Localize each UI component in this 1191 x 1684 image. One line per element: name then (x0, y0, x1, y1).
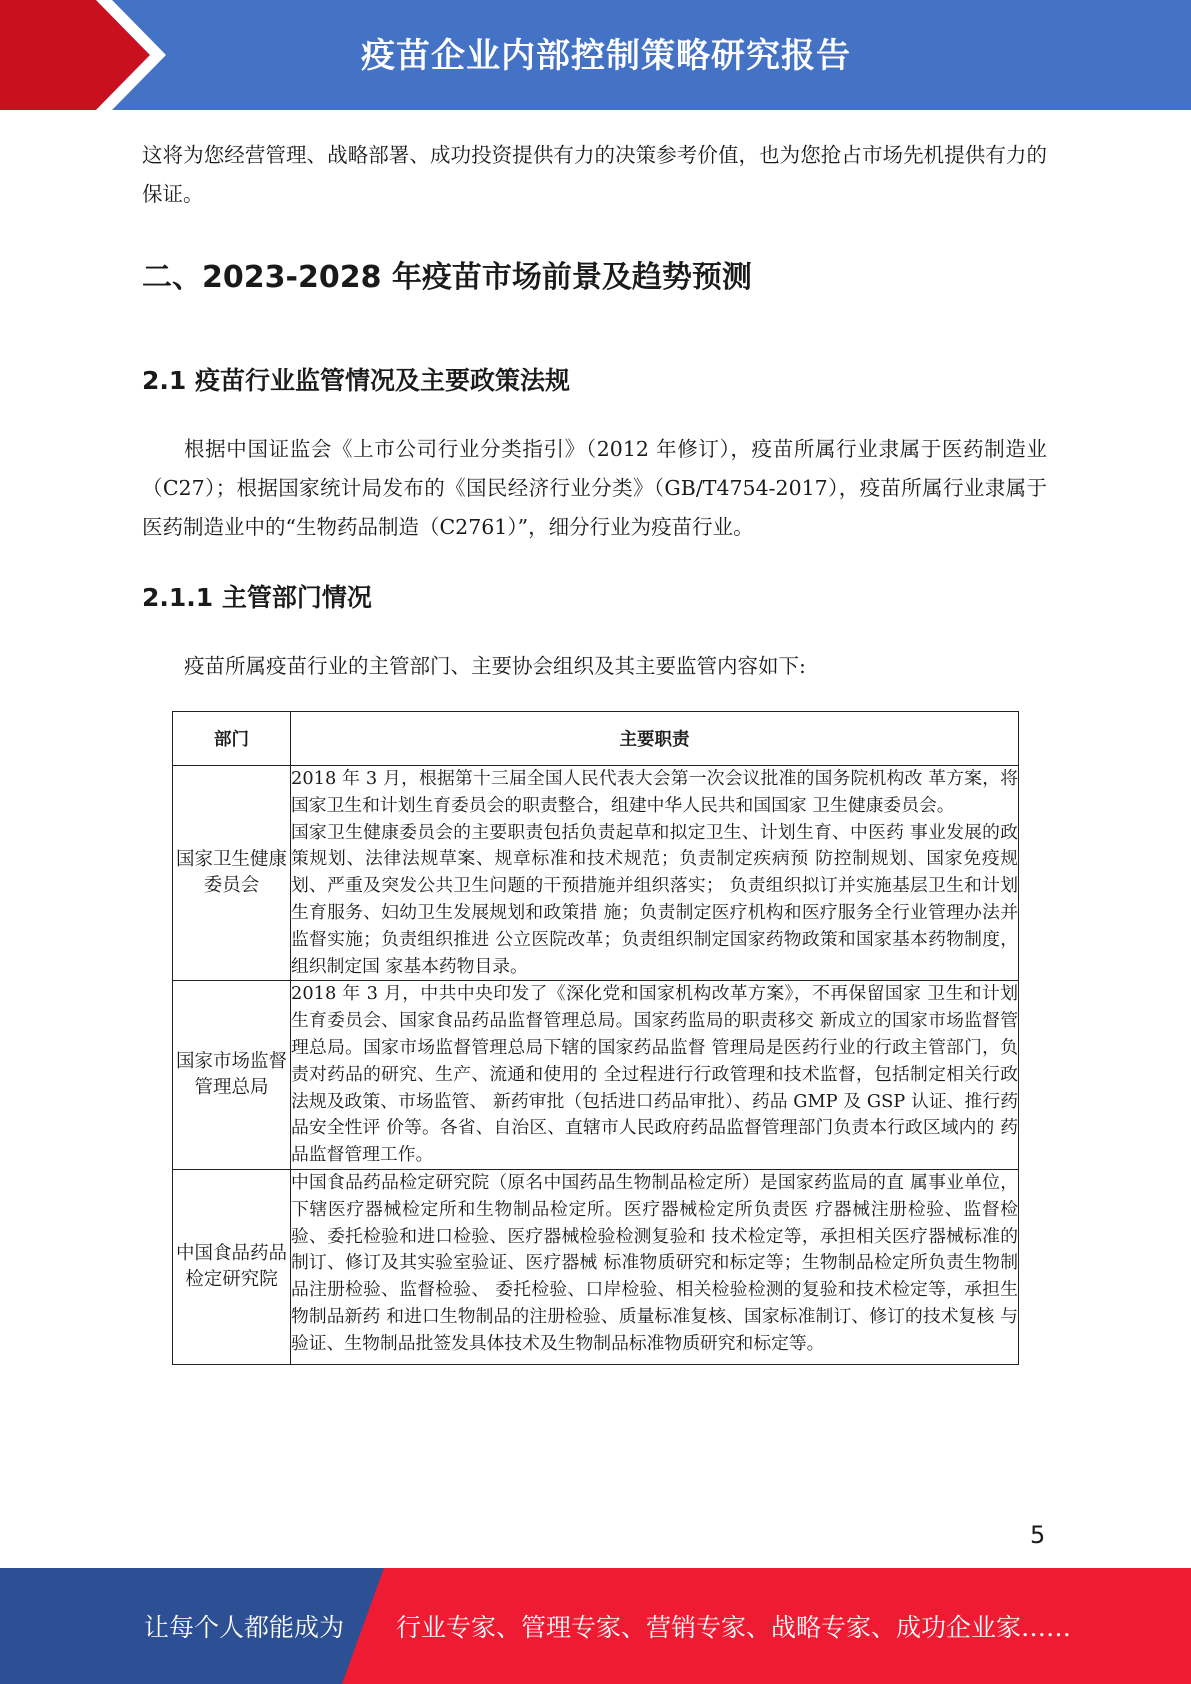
department-cell: 中国食品药品检定研究院 (173, 1169, 291, 1364)
table-row (173, 981, 1019, 1170)
duty-paragraph: 2018 年 3 月，中共中央印发了《深化党和国家机构改革方案》，不再保留国家 卫生和计划生育委员会、国家食品药品监督管理总局。国家药监局的职责移交 新成立的国家市场监督管理总局。国家市场监督管理总局下辖的国家药品监督 管理局是医药行业的行政主管部门，负责对药品的研究、生产、流通和使用的 全过程进行行政管理和技术监督，包括制定相关行政法规及政策、市场监管、 新药审批（包括进口药品审批）、药品 GMP 及 GSP 认证、推行药品安全性评 价等。各省、自治区、直辖市人民政府药品监督管理部门负责本行政区域内的 药品监督管理工作。 (291, 983, 1018, 1166)
subsection-paragraph: 根据中国证监会《上市公司行业分类指引》（2012 年修订），疫苗所属行业隶属于医药制造业（C27）；根据国家统计局发布的《国民经济行业分类》（GB/T4754-2017），疫苗所属行业隶属于医药制造业中的“生物药品制造（C2761）”，细分行业为疫苗行业。 (142, 437, 1047, 539)
page-number: 5 (1030, 1521, 1046, 1549)
column-header-department: 部门 (173, 712, 291, 766)
table-row (173, 1169, 1019, 1364)
department-cell: 国家卫生健康委员会 (173, 766, 291, 981)
duties-cell (291, 1169, 1019, 1364)
footer-slogan-right: 行业专家、管理专家、营销专家、战略专家、成功企业家…… (396, 1613, 1072, 1642)
table-intro-paragraph: 疫苗所属疫苗行业的主管部门、主要协会组织及其主要监管内容如下: (184, 654, 806, 678)
page-footer (0, 1568, 1191, 1684)
department-duties-table (172, 711, 1019, 1365)
page-header (0, 0, 1191, 110)
department-cell: 国家市场监督管理总局 (173, 981, 291, 1170)
duty-paragraph: 2018 年 3 月，根据第十三届全国人民代表大会第一次会议批准的国务院机构改 革方案，将国家卫生和计划生育委员会的职责整合，组建中华人民共和国国家 卫生健康委员会。 (291, 768, 1018, 816)
duty-paragraph: 国家卫生健康委员会的主要职责包括负责起草和拟定卫生、计划生育、中医药 事业发展的政策规划、法律法规草案、规章标准和技术规范；负责制定疾病预 防控制规划、国家免疫规划、严重及突发公共卫生问题的干预措施并组织落实； 负责组织拟订并实施基层卫生和计划生育服务、妇幼卫生发展规划和政策措 施；负责制定医疗机构和医疗服务全行业管理办法并监督实施；负责组织推进 公立医院改革；负责组织制定国家药物政策和国家基本药物制度，组织制定国 家基本药物目录。 (291, 821, 1018, 977)
duty-paragraph: 中国食品药品检定研究院（原名中国药品生物制品检定所）是国家药监局的直 属事业单位，下辖医疗器械检定所和生物制品检定所。医疗器械检定所负责医 疗器械注册检验、监督检验、委托检验和进口检验、医疗器械检验检测复验和 技术检定等，承担相关医疗器械标准的制订、修订及其实验室验证、医疗器械 标准物质研究和标定等；生物制品检定所负责生物制品注册检验、监督检验、 委托检验、口岸检验、相关检验检测的复验和技术检定等，承担生物制品新药 和进口生物制品的注册检验、质量标准复核、国家标准制订、修订的技术复核 与验证、生物制品批签发具体技术及生物制品标准物质研究和标定等。 (291, 1171, 1018, 1354)
duties-cell (291, 766, 1019, 981)
report-title: 疫苗企业内部控制策略研究报告 (361, 36, 851, 76)
subsection-heading: 2.1 疫苗行业监管情况及主要政策法规 (142, 366, 570, 395)
intro-paragraph: 这将为您经营管理、战略部署、成功投资提供有力的决策参考价值，也为您抢占市场先机提供有力的保证。 (142, 143, 1047, 206)
footer-slogan-left: 让每个人都能成为 (144, 1613, 345, 1642)
duties-cell (291, 981, 1019, 1170)
table-row (173, 766, 1019, 981)
column-header-duties: 主要职责 (291, 712, 1019, 766)
sub-subsection-heading: 2.1.1 主管部门情况 (142, 583, 372, 612)
section-heading: 二、2023-2028 年疫苗市场前景及趋势预测 (142, 260, 752, 295)
table-header-row (173, 712, 1019, 766)
